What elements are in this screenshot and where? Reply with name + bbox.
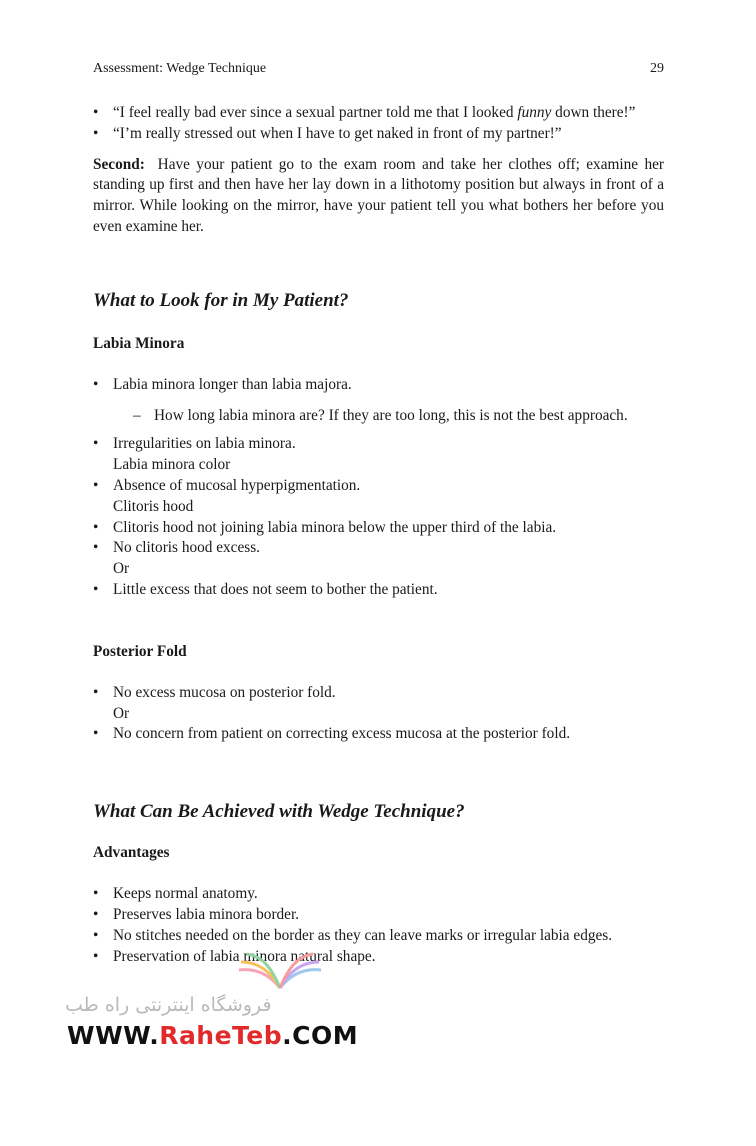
list-item: • Irregularities on labia minora. Labia minora color <box>93 434 664 476</box>
posterior-fold-list <box>93 683 664 745</box>
running-header <box>93 61 664 77</box>
list-item: • No excess mucosa on posterior fold. Or <box>93 683 664 725</box>
page-content <box>93 103 664 967</box>
list-item: • Labia minora longer than labia majora. – How long labia minora are? If they are too long, this is not the best approach. <box>93 375 664 427</box>
labia-minora-list <box>93 375 664 601</box>
open-book-icon <box>225 948 335 994</box>
running-title: Assessment: Wedge Technique <box>93 61 267 76</box>
subsection-heading: Posterior Fold <box>93 642 187 660</box>
second-step-paragraph <box>93 155 664 238</box>
list-item: • No clitoris hood excess. Or <box>93 538 664 580</box>
list-item: • Clitoris hood not joining labia minora below the upper third of the labia. <box>93 518 664 539</box>
list-item: • Keeps normal anatomy. <box>93 884 664 905</box>
sub-list-item: – How long labia minora are? If they are too long, this is not the best approach. <box>113 406 664 427</box>
section-heading: What Can Be Achieved with Wedge Technique? <box>93 801 465 823</box>
watermark-logo <box>55 948 359 1058</box>
list-item: • Preservation of labia minora natural shape. <box>93 947 664 968</box>
section-heading: What to Look for in My Patient? <box>93 289 349 311</box>
second-text: Have your patient go to the exam room and take her clothes off; examine her standing up first and then have her lay down in a lithotomy position but always in front of a mirror. While looking on the mirror, have your patient tell you what bothers her before you even examine her. <box>93 155 664 235</box>
list-item: • “I feel really bad ever since a sexual partner told me that I looked funny down there!” <box>93 103 664 124</box>
list-item: • No concern from patient on correcting excess mucosa at the posterior fold. <box>93 724 664 745</box>
quote-list <box>93 103 664 145</box>
list-item: • Little excess that does not seem to bother the patient. <box>93 580 664 601</box>
subsection-heading: Advantages <box>93 844 170 862</box>
list-item: • Absence of mucosal hyperpigmentation. Clitoris hood <box>93 476 664 518</box>
list-item: • Preserves labia minora border. <box>93 905 664 926</box>
page-number: 29 <box>650 61 664 76</box>
watermark-url: WWW.RaheTeb.COM <box>67 1021 359 1050</box>
subsection-heading: Labia Minora <box>93 334 185 352</box>
watermark-persian-text: فروشگاه اینترنتی راه طب <box>65 994 272 1016</box>
list-item: • No stitches needed on the border as they can leave marks or irregular labia edges. <box>93 926 664 947</box>
second-label: Second: <box>93 155 145 173</box>
list-item: • “I’m really stressed out when I have to get naked in front of my partner!” <box>93 124 664 145</box>
